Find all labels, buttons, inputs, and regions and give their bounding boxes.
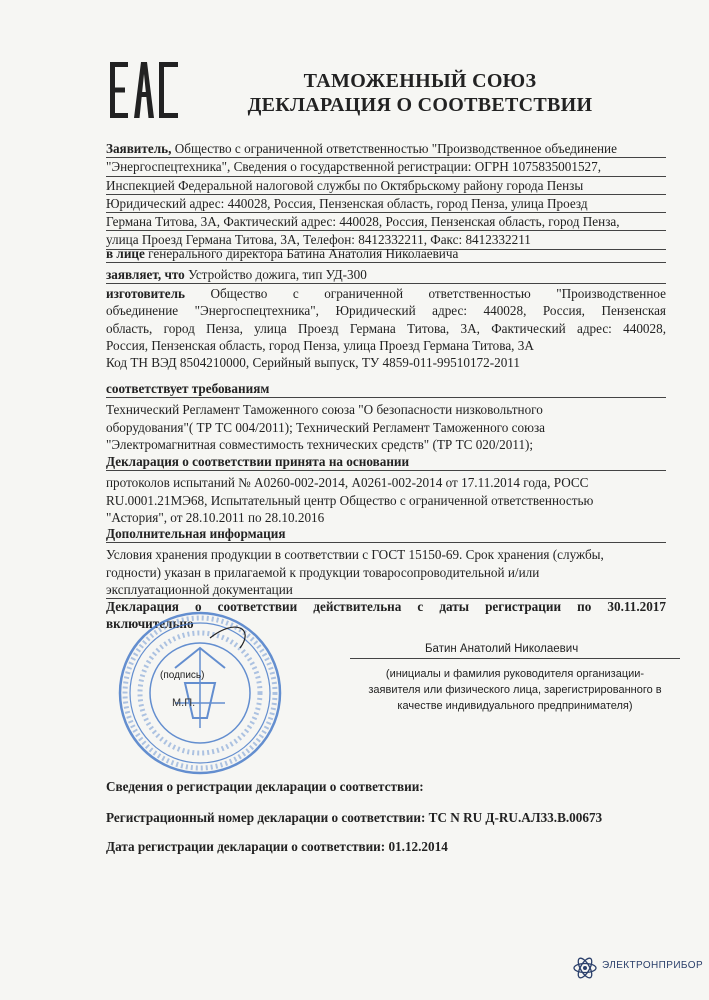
additional-text: годности) указан в прилагаемой к продукции товаросопроводительной и/или — [106, 564, 540, 580]
signer-caption-line: (инициалы и фамилия руководителя организации- — [385, 668, 645, 680]
person-value: генерального директора Батина Анатолия Николаевича — [144, 246, 459, 261]
basis-text: протоколов испытаний № А0260-002-2014, А0261-002-2014 от 17.11.2014 года, РОСС — [106, 475, 589, 491]
basis-text: "Астория", от 28.10.2011 по 28.10.2016 — [106, 509, 325, 525]
conforms-text: Технический Регламент Таможенного союза "О безопасности низковольтного — [106, 402, 543, 418]
manufacturer-label: изготовитель — [106, 286, 185, 301]
applicant-text: "Энергоспецтехника", Сведения о государственной регистрации: ОГРН 1075835001527, — [106, 158, 666, 176]
additional-label: Дополнительная информация — [106, 526, 286, 541]
electronpribor-logo-icon — [572, 955, 598, 986]
signer-caption — [350, 666, 680, 714]
signature-line — [350, 658, 680, 659]
conforms-text: оборудования"( ТР ТС 004/2011); Технический Регламент Таможенного союза — [106, 419, 546, 435]
conforms-section — [106, 380, 666, 453]
signer-name: Батин Анатолий Николаевич — [425, 643, 579, 655]
applicant-text: Юридический адрес: 440028, Россия, Пензенская область, город Пенза, улица Проезд — [106, 195, 666, 213]
declares-label: заявляет, что — [106, 267, 185, 282]
applicant-text: Общество с ограниченной ответственностью "Производственное объединение — [171, 141, 617, 156]
company-stamp — [115, 608, 285, 778]
registration-heading: Сведения о регистрации декларации о соответствии: — [106, 779, 424, 794]
basis-section — [106, 453, 666, 526]
applicant-text: улица Проезд Германа Титова, 3А, Телефон: 8412332211, Факс: 8412332211 — [106, 231, 666, 249]
manufacturer-text: область, город Пенза, улица Проезд Германа Титова, 3А, Фактический адрес: 440028, — [106, 320, 666, 336]
declares-row — [106, 266, 666, 284]
applicant-text: Инспекцией Федеральной налоговой службы по Октябрьскому району города Пензы — [106, 177, 666, 195]
manufacturer-text: Код ТН ВЭД 8504210000, Серийный выпуск, ТУ 4859-011-99510172-2011 — [106, 355, 520, 371]
registration-date: Дата регистрации декларации о соответствии: 01.12.2014 — [106, 839, 448, 854]
applicant-label: Заявитель, — [106, 141, 172, 156]
header-subtitle: ДЕКЛАРАЦИЯ О СООТВЕТСТВИИ — [247, 94, 593, 116]
additional-text: Условия хранения продукции в соответствии с ГОСТ 15150-69. Срок хранения (службы, — [106, 547, 604, 563]
conforms-text: "Электромагнитная совместимость технических средств" (ТР ТС 020/2011); — [106, 436, 534, 452]
footer-brand: ЭЛЕКТРОНПРИБОР — [602, 960, 704, 971]
eac-logo — [110, 62, 178, 118]
applicant-section — [106, 140, 666, 250]
person-label: в лице — [106, 246, 145, 261]
header-title: ТАМОЖЕННЫЙ СОЮЗ — [303, 70, 537, 92]
basis-text: RU.0001.21МЭ68, Испытательный центр Общество с ограниченной ответственностью — [106, 492, 594, 508]
manufacturer-section — [106, 285, 666, 371]
manufacturer-text: объединение "Энергоспецтехника", Юридический адрес: 440028, Россия, Пензенская — [106, 303, 666, 319]
declares-value: Устройство дожига, тип УД-300 — [184, 267, 367, 282]
applicant-text: Германа Титова, 3А, Фактический адрес: 440028, Россия, Пензенская область, город Пенза, — [106, 213, 666, 231]
signer-caption-line: заявителя или физического лица, зарегистрированного в — [368, 684, 662, 696]
registration-number: Регистрационный номер декларации о соответствии: ТС N RU Д-RU.АЛ33.В.00673 — [106, 810, 603, 825]
manufacturer-text: Россия, Пензенская область, город Пенза, улица Проезд Германа Титова, 3А — [106, 337, 534, 353]
validity-text: включительно — [106, 616, 194, 632]
conforms-label: соответствует требованиям — [106, 381, 270, 396]
additional-text: эксплуатационной документации — [106, 581, 666, 599]
stamp-label: М.П. — [172, 697, 196, 709]
signer-caption-line: качестве индивидуального предпринимателя) — [397, 700, 633, 712]
manufacturer-text: Общество с ограниченной ответственностью "Производственное — [184, 286, 666, 301]
additional-section — [106, 525, 666, 599]
basis-label: Декларация о соответствии принята на основании — [106, 454, 410, 469]
person-row — [106, 245, 666, 263]
validity-text: Декларация о соответствии действительна с даты регистрации по 30.11.2017 — [106, 599, 666, 614]
signature-label: (подпись) — [160, 670, 205, 681]
